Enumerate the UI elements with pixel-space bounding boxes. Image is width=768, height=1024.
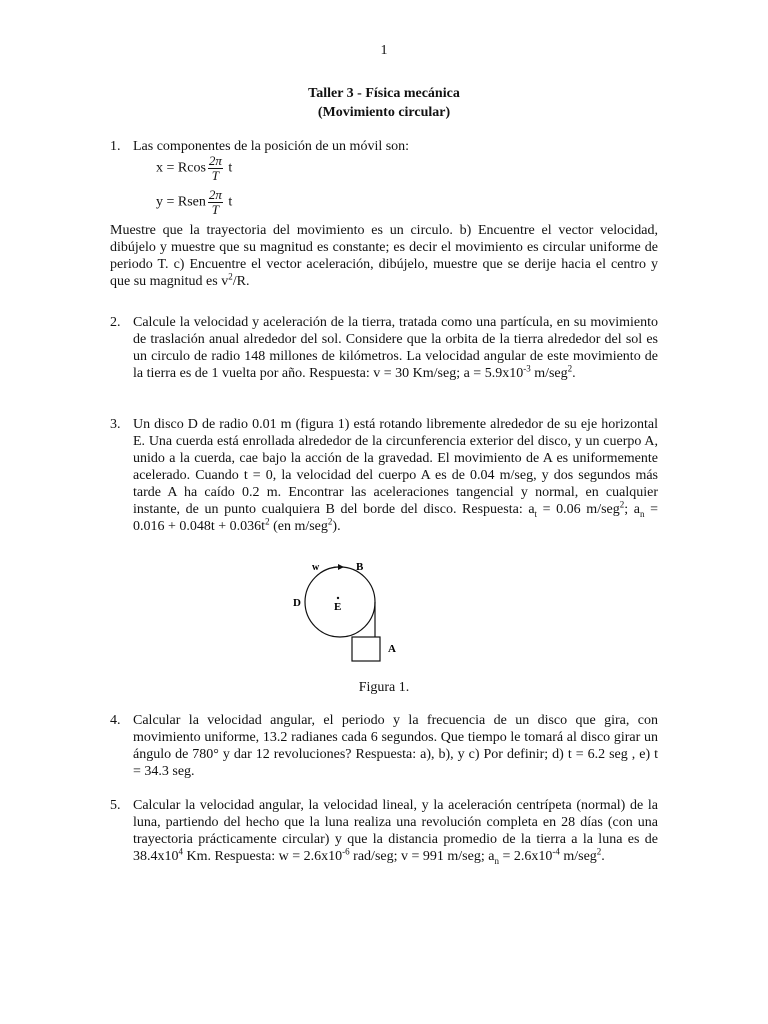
fraction-x bbox=[208, 154, 223, 183]
question-1-number: 1. bbox=[110, 139, 121, 154]
q3-text-b: = 0.06 m/seg bbox=[537, 502, 620, 517]
label-a: A bbox=[388, 643, 396, 655]
label-b: B bbox=[356, 561, 364, 573]
q2-sup-1: -3 bbox=[523, 363, 531, 374]
question-5-body bbox=[133, 797, 658, 865]
question-3 bbox=[110, 416, 658, 535]
rotation-arrow-head bbox=[338, 564, 344, 570]
q5-text-c: rad/seg; v = 991 m/seg; a bbox=[349, 849, 495, 864]
q3-text-c: ; a bbox=[624, 502, 640, 517]
figure-1-diagram bbox=[280, 560, 410, 670]
q3-text-f: ). bbox=[332, 519, 341, 534]
equation-y-prefix: y = Rsen bbox=[156, 194, 206, 210]
question-2 bbox=[110, 314, 658, 382]
figure-1-caption: Figura 1. bbox=[358, 680, 410, 695]
q2-sup-2: 2 bbox=[567, 363, 573, 374]
question-5-number: 5. bbox=[110, 798, 121, 813]
q5-sup-3: -4 bbox=[552, 846, 560, 857]
document-title bbox=[0, 84, 768, 122]
question-5 bbox=[110, 797, 658, 865]
axis-point bbox=[337, 597, 339, 599]
question-4 bbox=[110, 712, 658, 780]
q5-text-d: = 2.6x10 bbox=[498, 849, 553, 864]
q5-text-e: m/seg bbox=[559, 849, 597, 864]
question-2-body bbox=[133, 314, 658, 382]
question-1-intro: Las componentes de la posición de un móvil son: bbox=[133, 139, 410, 154]
question-3-number: 3. bbox=[110, 417, 121, 432]
q3-text-e: (en m/seg bbox=[269, 519, 328, 534]
q3-sup-3: 2 bbox=[327, 516, 333, 527]
q3-sub-n: n bbox=[639, 508, 645, 519]
q5-sub-n: n bbox=[494, 855, 499, 866]
q2-text-b: m/seg bbox=[530, 366, 568, 381]
question-1-body bbox=[110, 222, 658, 290]
fraction-x-numerator: 2π bbox=[208, 153, 222, 168]
q1-sup: 2 bbox=[228, 271, 233, 282]
q5-text-f: . bbox=[601, 849, 605, 864]
q5-sup-2: -6 bbox=[342, 846, 350, 857]
fraction-x-denominator: T bbox=[211, 168, 220, 183]
question-3-body bbox=[133, 416, 658, 535]
question-4-number: 4. bbox=[110, 713, 121, 728]
q3-text-d: = 0.016 + 0.048t + 0.036t bbox=[133, 502, 658, 534]
block-a bbox=[352, 637, 380, 661]
q2-text-a: Calcule la velocidad y aceleración de la tierra, tratada como una partícula, en su movimiento de traslación anual alrededor del sol. Considere que la orbita de la tierra alrededor del sol es un circulo de radio 148 millones de kilómetros. La velocidad angular de este movimiento de la tierra es de 1 vuelta por año. Respuesta: v = 30 Km/seg; a = 5.9x10 bbox=[133, 315, 658, 381]
fraction-y bbox=[208, 188, 223, 217]
q1-text-b: /R. bbox=[232, 274, 250, 289]
q3-sup-2: 2 bbox=[265, 516, 270, 527]
q5-sup-4: 2 bbox=[596, 846, 602, 857]
q1-text-a: Muestre que la trayectoria del movimiento es un circulo. b) Encuentre el vector velocidad, dibújelo y muestre que su magnitud es constante; es decir el movimiento es circular uniforme de periodo T. c) Encuentre el vector aceleración, dibújelo, muestre que se derije hacia el centro y que su magnitud es v bbox=[110, 223, 658, 289]
label-w: w bbox=[312, 562, 320, 573]
question-1 bbox=[110, 138, 658, 155]
question-2-number: 2. bbox=[110, 315, 121, 330]
title-line-1: Taller 3 - Física mecánica bbox=[308, 86, 460, 101]
equation-y bbox=[156, 188, 232, 217]
label-e: E bbox=[334, 601, 342, 613]
label-d: D bbox=[293, 597, 301, 609]
q5-sup-1: 4 bbox=[178, 846, 183, 857]
q3-sup-1: 2 bbox=[619, 499, 625, 510]
equation-x bbox=[156, 154, 232, 183]
fraction-y-denominator: T bbox=[211, 202, 220, 217]
equation-x-suffix: t bbox=[228, 160, 233, 176]
q3-sub-t: t bbox=[534, 508, 538, 519]
equation-x-prefix: x = Rcos bbox=[156, 160, 206, 176]
equation-y-suffix: t bbox=[228, 194, 233, 210]
q3-text-a: Un disco D de radio 0.01 m (figura 1) está rotando libremente alrededor de su eje horizontal E. Una cuerda está enrollada alrededor de la circunferencia exterior del disco, y un cuerpo A, unido a la cuerda, cae bajo la acción de la gravedad. El movimiento de A es uniformemente acelerado. Cuando t = 0, la velocidad del cuerpo A es de 0.04 m/seg, y dos segundos más tarde A ha caído 0.2 m. Encontrar las aceleraciones tangencial y normal, en cualquier instante, de un punto cualquiera B del borde del disco. Respuesta: a bbox=[133, 417, 658, 517]
q2-text-c: . bbox=[572, 366, 576, 381]
title-line-2: (Movimiento circular) bbox=[317, 105, 451, 120]
question-4-body: Calcular la velocidad angular, el periodo y la frecuencia de un disco que gira, con movimiento uniforme, 13.2 radianes cada 6 segundos. Que tiempo le tomará al disco girar un ángulo de 780° y dar 12 revoluciones? Respuesta: a), b), y c) Por definir; d) t = 6.2 seg , e) t = 34.3 seg. bbox=[133, 713, 658, 779]
page-number: 1 bbox=[380, 43, 388, 58]
fraction-y-numerator: 2π bbox=[208, 187, 222, 202]
q5-text-a: Calcular la velocidad angular, la velocidad lineal, y la aceleración centrípeta (normal) de la luna, partiendo del hecho que la luna realiza una revolución completa en 28 días (con una trayectoria prácticamente circular) y que la distancia promedio de la tierra a la luna es de 38.4x10 bbox=[133, 798, 658, 864]
q5-text-b: Km. Respuesta: w = 2.6x10 bbox=[183, 849, 343, 864]
